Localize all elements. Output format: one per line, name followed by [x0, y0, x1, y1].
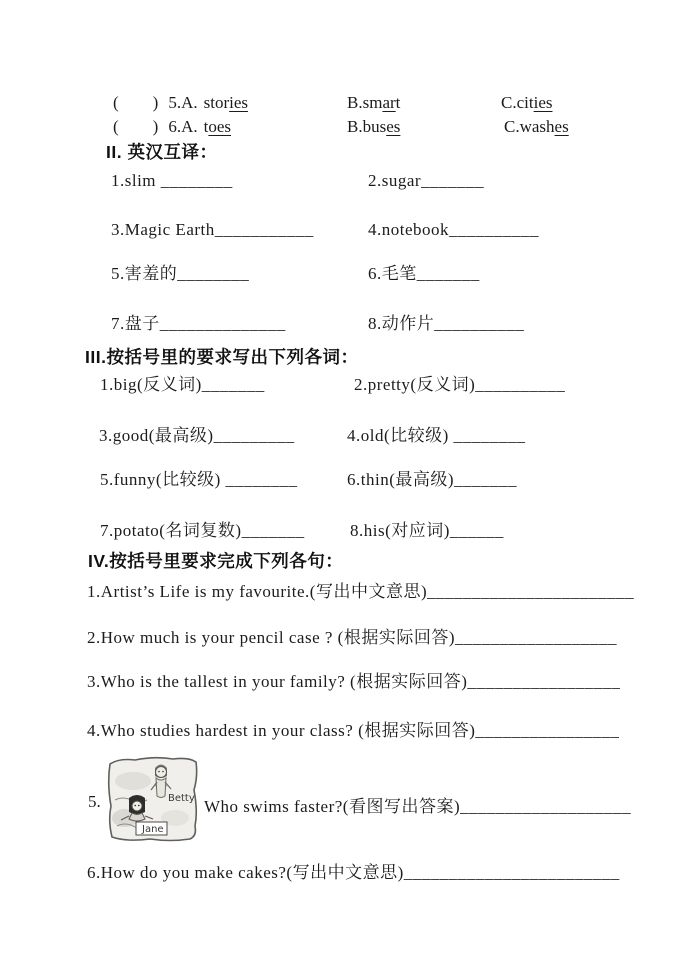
- wordform-item-7: 7.potato(名词复数)_______: [100, 521, 305, 540]
- wordform-item-8: 8.his(对应词)______: [350, 521, 504, 540]
- sentence-item-4: 4.Who studies hardest in your class? (根据实际回答)________________: [87, 721, 620, 740]
- underlined-suffix: es: [386, 117, 401, 136]
- sentence-item-6: 6.How do you make cakes?(写出中文意思)________________________: [87, 863, 620, 882]
- wordform-item-2: 2.pretty(反义词)__________: [354, 375, 566, 394]
- option-b-word: smart: [362, 93, 401, 112]
- underlined-suffix: ies: [229, 93, 248, 112]
- sentence-item-1: 1.Artist’s Life is my favourite.(写出中文意思)_______________________: [87, 582, 635, 601]
- translate-item-6: 6.毛笔_______: [368, 264, 480, 283]
- underlined-suffix: ar: [382, 93, 396, 112]
- option-a-word: stories: [203, 93, 248, 112]
- section-4-heading: IV.按括号里要求完成下列各句：: [88, 551, 344, 571]
- translate-item-7: 7.盘子______________: [111, 314, 286, 333]
- translate-item-2: 2.sugar_______: [368, 171, 485, 190]
- option-c-word: cities: [516, 93, 553, 112]
- wordform-item-6: 6.thin(最高级)_______: [347, 470, 518, 489]
- translate-item-8: 8.动作片__________: [368, 314, 525, 333]
- option-c-label: C.: [504, 117, 520, 136]
- option-b-label: B.: [347, 117, 363, 136]
- choice-row-6-option-b: [347, 116, 400, 137]
- choice-row-6-option-c: [504, 116, 569, 137]
- option-a-word: toes: [203, 117, 232, 136]
- sentence-item-5-number: 5.: [88, 792, 101, 811]
- sentence-item-5-question: Who swims faster?(看图写出答案)___________________: [204, 797, 632, 816]
- choice-row-5-option-c: [501, 92, 552, 113]
- choice-row-5-option-b: [347, 92, 400, 113]
- underlined-suffix: ies: [533, 93, 553, 112]
- translate-item-5: 5.害羞的________: [111, 264, 250, 283]
- sentence-item-2: 2.How much is your pencil case ? (根据实际回答)__________________: [87, 628, 617, 647]
- wordform-item-4: 4.old(比较级) ________: [347, 426, 526, 445]
- choice-row-6-option-a: [113, 116, 231, 137]
- option-b-label: B.: [347, 93, 363, 112]
- translate-item-3: 3.Magic Earth___________: [111, 220, 314, 239]
- answer-paren: ( ): [113, 93, 159, 112]
- option-c-label: C.: [501, 93, 517, 112]
- picture-label-jane: Jane: [142, 824, 164, 835]
- underlined-suffix: es: [554, 117, 569, 136]
- translate-item-1: 1.slim ________: [111, 171, 233, 190]
- option-b-word: buses: [362, 117, 401, 136]
- translate-item-4: 4.notebook__________: [368, 220, 540, 239]
- wordform-item-1: 1.big(反义词)_______: [100, 375, 265, 394]
- choice-row-5-option-a: [113, 92, 248, 113]
- question-number: 6.A.: [168, 117, 198, 136]
- option-c-word: washes: [519, 117, 569, 136]
- answer-paren: ( ): [113, 117, 159, 136]
- wordform-item-5: 5.funny(比较级) ________: [100, 470, 298, 489]
- sentence-item-3: 3.Who is the tallest in your family? (根据实际回答)_________________: [87, 672, 621, 691]
- wordform-item-3: 3.good(最高级)_________: [99, 426, 295, 445]
- underlined-suffix: oes: [208, 117, 232, 136]
- question-number: 5.A.: [168, 93, 198, 112]
- swimmers-picture: [105, 756, 200, 847]
- picture-label-betty: Betty: [168, 793, 195, 804]
- section-2-heading: II. 英汉互译：: [106, 142, 218, 162]
- section-3-heading: III.按括号里的要求写出下列各词：: [85, 347, 359, 367]
